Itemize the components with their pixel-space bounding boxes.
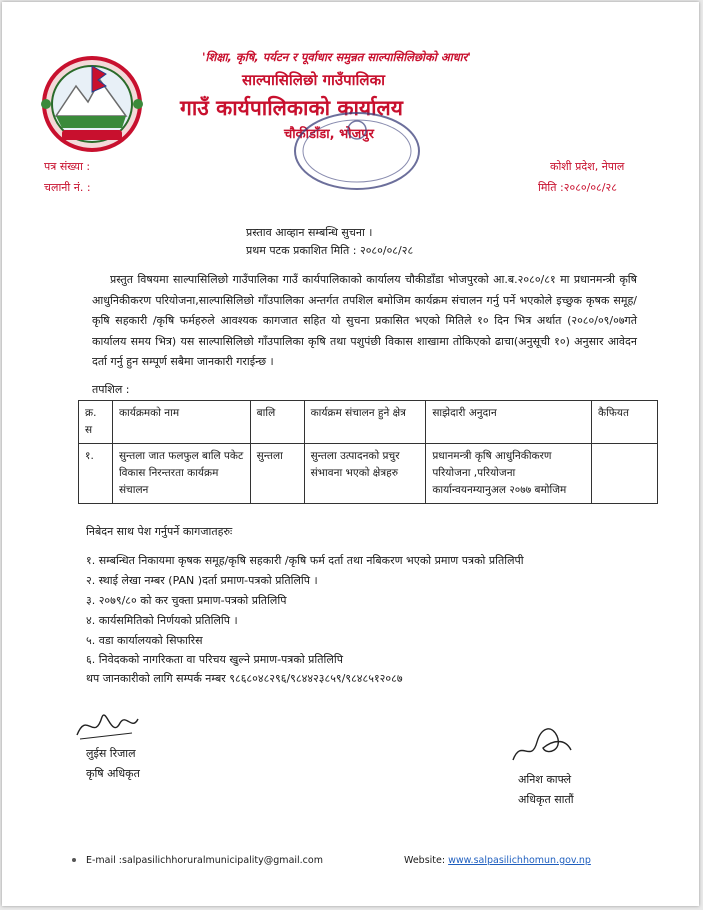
office-stamp [292,110,422,192]
bullet-icon [72,858,76,862]
table-row [79,444,658,504]
notice-subject: प्रस्ताव आव्हान सम्बन्धि सुचना । [246,226,373,239]
documents-heading: निबेदन साथ पेश गर्नुपर्ने कागजातहरुः [86,525,233,538]
table-header: कार्यक्रम संचालन हुने क्षेत्र [304,401,426,444]
table-cell: १. [79,444,113,504]
table-cell: सुन्तला [250,444,304,504]
table-cell: सुन्तला उत्पादनको प्रचुर संभावना भएको क्षेत्रहरु [304,444,426,504]
table-header: कैफियत [592,401,658,444]
signature-left [72,705,142,745]
table-cell: प्रधानमन्त्री कृषि आधुनिकीकरण परियोजना ,परियोजना कार्यान्वयनम्यानुअल २०७७ बमोजिम [426,444,592,504]
footer-website [404,855,591,866]
program-table [78,400,658,504]
document-item: ५. वडा कार्यालयको सिफारिस [86,634,203,647]
letterhead-title: गाउँ कार्यपालिकाको कार्यालय [180,96,403,120]
table-header: क्र. स [79,401,113,444]
province: कोशी प्रदेश, नेपाल [550,160,625,173]
document-item: २. स्थाई लेखा नम्बर (PAN )दर्ता प्रमाण-पत्रको प्रतिलिपि । [86,574,318,587]
signatory-post: कृषि अधिकृत [86,767,140,780]
reference-number: पत्र संख्या : [44,160,91,173]
document-item: १. सम्बन्धित निकायमा कृषक समूह/कृषि सहकारी /कृषि फर्म दर्ता तथा नबिकरण भएको प्रमाण पत्रको प्रतिलिपी [86,554,524,567]
office-address: चौकीडाँडा, भोजपुर [284,127,374,142]
document-item: ६. निवेदकको नागरिकता वा परिचय खुल्ने प्रमाण-पत्रको प्रतिलिपि [86,653,343,666]
letter-date: मिति :२०८०/०८/२८ [538,181,617,194]
table-header-row [79,401,658,444]
publication-date: प्रथम पटक प्रकाशित मिति : २०८०/०८/२८ [246,244,414,257]
table-header: साझेदारी अनुदान [426,401,592,444]
footer-email: E-mail :salpasilichhoruralmunicipality@gmail.com [86,855,323,866]
notice-body [92,270,637,373]
table-header: कार्यक्रमको नाम [112,401,250,444]
signatory-name: अनिश काफ्ले [518,773,572,786]
website-label: Website: [404,855,446,866]
signatory-name: लुईस रिजाल [86,747,136,760]
table-header: बालि [250,401,304,444]
document-item: ३. २०७९/८० को कर चुक्ता प्रमाण-पत्रको प्रतिलिपि [86,594,287,607]
signatory-post: अधिकृत सातौं [518,793,574,806]
nepal-emblem-icon [32,46,152,156]
dispatch-number: चलानी नं. : [44,181,91,194]
contact-numbers: थप जानकारीको लागि सम्पर्क नम्बर ९८६८०४८२९६/९८४४२३८५९/९८४८५१२०८७ [86,672,403,685]
letter-page [2,2,699,906]
slogan: 'शिक्षा, कृषि, पर्यटन र पूर्वाधार समुन्नत साल्पासिलिछोको आधार' [202,50,471,64]
table-cell: सुन्तला जात फलफुल बालि पकेट विकास निरन्तरता कार्यक्रम संचालन [112,444,250,504]
document-item: ४. कार्यसमितिको निर्णयको प्रतिलिपि । [86,614,238,627]
table-cell [592,444,658,504]
office-name: साल्पासिलिछो गाउँपालिका [242,71,385,89]
notice-body-text: प्रस्तुत विषयमा साल्पासिलिछो गाउँपालिका गाउँ कार्यपालिकाको कार्यालय चौकीडाँडा भोजपुरको आ.ब.२०८०/८१ मा प्रधानमन्त्री कृषि आधुनिकीकरण परियोजना,साल्पासिलिछो गाँउपालिका अन्तर्गत तपशिल बमोजिम कार्यक्रम संचालन गर्नु पर्ने भएकोले इच्छुक कृषक समूह/कृषि सहकारी /कृषि फर्महरुले आवश्यक कागजात सहित यो सुचना प्रकासित भएको मितिले १० दिन भित्र अर्थात (२०८०/०९/०७गते कार्यालय समय भित्र) यस साल्पासिलिछो गाँउपालिका कृषि तथा पशुपंछी विकास शाखामा तोकिएको ढाचा(अनुसूची १०) अनुसार आवेदन दर्ता गर्नु हुन सम्पूर्ण सबैमा जानकारी गराईन्छ । [92,273,637,368]
signature-right [507,720,577,770]
details-label: तपशिल : [92,383,130,396]
website-link[interactable]: www.salpasilichhomun.gov.np [448,855,591,866]
